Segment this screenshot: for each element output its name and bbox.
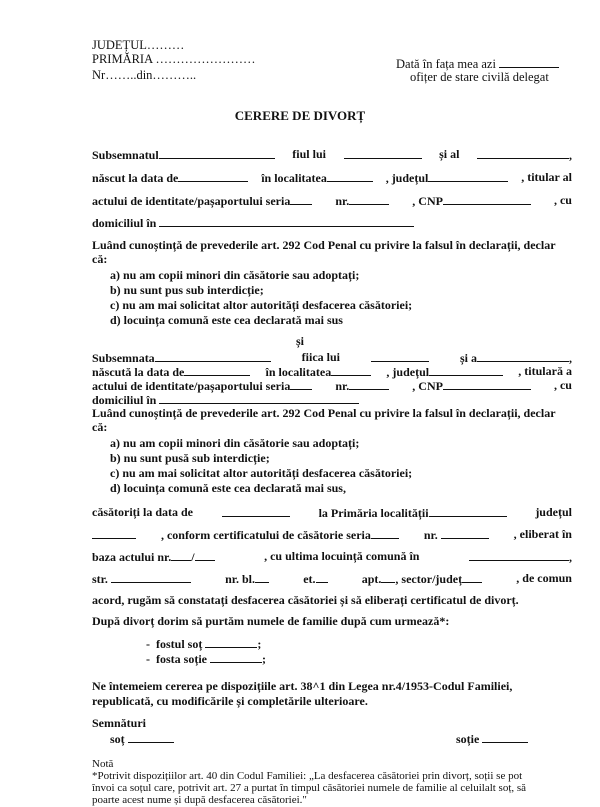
act-year-field[interactable] — [195, 549, 215, 561]
husband-county-field[interactable] — [428, 170, 508, 182]
wife-line-1: Subsemnata fiica lui și a , — [92, 350, 572, 365]
husband-signature-line: soț — [110, 731, 174, 746]
husband-birthplace-field[interactable] — [327, 170, 373, 182]
last-residence-field[interactable] — [469, 549, 569, 561]
wife-line-2: născută la data de în localitatea , județul , titulară a — [92, 364, 572, 379]
declaration-2-ca: că: — [92, 420, 108, 434]
declaration-2-intro: Luând cunoștință de prevederile art. 292 Cod Penal cu privire la falsul în declarații, declar — [92, 406, 556, 420]
marriage-locality-field[interactable] — [429, 505, 507, 517]
declaration-1-intro: Luând cunoștință de prevederile art. 292 Cod Penal cu privire la falsul în declarații, declar — [92, 238, 556, 252]
note-line-1: *Potrivit dispozițiilor art. 40 din Codul Familiei: „La desfacerea căsătoriei prin divorț, soții se pot — [92, 770, 523, 782]
declaration-1-item-d: d) locuința comună este cea declarată mai sus — [110, 313, 343, 327]
names-intro: După divorț dorim să purtăm numele de familie după cum urmează*: — [92, 614, 450, 628]
and-separator: și — [295, 334, 304, 348]
street-field[interactable] — [111, 571, 191, 583]
marriage-line-1: căsătoriți la data de la Primăria localității județul — [92, 505, 572, 520]
date-before-me-label: Dată în fața mea azi — [396, 56, 559, 71]
marriage-line-3: baza actului nr. / , cu ultima locuință comună în , — [92, 549, 572, 564]
act-number-field[interactable] — [171, 549, 191, 561]
certificate-series-field[interactable] — [371, 527, 399, 539]
former-wife-line: - fosta soție ; — [146, 652, 266, 666]
wife-id-series-field[interactable] — [290, 378, 312, 390]
signatures-label: Semnături — [92, 716, 146, 730]
marriage-line-4: str. nr. bl. et. apt. , sector/județ , de comun — [92, 571, 572, 586]
wife-county-field[interactable] — [429, 364, 503, 376]
certificate-number-field[interactable] — [441, 527, 489, 539]
husband-cnp-field[interactable] — [443, 193, 531, 205]
note-line-3: poarte acest nume și după desfacerea căsătoriei." — [92, 794, 307, 806]
marriage-date-field[interactable] — [222, 505, 290, 517]
legal-basis-line-1: Ne întemeiem cererea pe dispozițiile art. 38^1 din Legea nr.4/1953-Codul Familiei, — [92, 679, 513, 693]
husband-birthdate-field[interactable] — [178, 170, 248, 182]
declaration-1-item-a: a) nu am copii minori din căsătorie sau adoptați; — [110, 268, 360, 282]
note-line-2: învoi ca soțul care, potrivit art. 27 a purtat în timpul căsătoriei numele de familie al celuilalt soț, să — [92, 782, 527, 794]
wife-birthdate-field[interactable] — [184, 364, 250, 376]
marriage-county-field[interactable] — [92, 527, 136, 539]
husband-line-1: Subsemnatul fiul lui și al , — [92, 147, 572, 162]
former-husband-name-field[interactable] — [205, 636, 257, 648]
declaration-2-item-b: b) nu sunt pusă sub interdicție; — [110, 451, 270, 465]
wife-address-field[interactable] — [159, 392, 359, 404]
declaration-2-item-a: a) nu am copii minori din căsătorie sau adoptați; — [110, 436, 360, 450]
husband-signature-field[interactable] — [128, 731, 174, 743]
husband-name-field[interactable] — [159, 147, 275, 159]
wife-birthplace-field[interactable] — [331, 364, 371, 376]
legal-basis-line-2: republicată, cu modificările și completările ulterioare. — [92, 694, 368, 708]
wife-signature-line: soție — [456, 731, 528, 746]
wife-name-field[interactable] — [155, 350, 271, 362]
former-husband-line: - fostul soț ; — [146, 637, 262, 651]
marriage-line-5: acord, rugăm să constatați desfacerea căsătoriei și să eliberați certificatul de divorț. — [92, 593, 519, 607]
wife-father-field[interactable] — [371, 350, 429, 362]
wife-cnp-field[interactable] — [443, 378, 531, 390]
officer-label: ofițer de stare civilă delegat — [410, 70, 549, 84]
husband-line-3: actului de identitate/pașaportului seria nr. , CNP , cu — [92, 193, 572, 208]
document-title: CERERE DE DIVORȚ — [234, 108, 366, 123]
wife-signature-field[interactable] — [482, 731, 528, 743]
primaria-label: PRIMĂRIA …………………… — [92, 52, 256, 66]
nr-din-label: Nr……..din……….. — [92, 68, 197, 82]
husband-id-number-field[interactable] — [349, 193, 389, 205]
declaration-1-item-c: c) nu am mai solicitat altor autorități desfacerea căsătoriei; — [110, 298, 413, 312]
marriage-line-2: , conform certificatului de căsătorie seria nr. , eliberat în — [92, 527, 572, 542]
wife-line-4: domiciliul în — [92, 392, 359, 407]
declaration-1-item-b: b) nu sunt pus sub interdicție; — [110, 283, 264, 297]
wife-line-3: actului de identitate/pașaportului seria nr. , CNP , cu — [92, 378, 572, 393]
judet-label: JUDEȚUL……… — [92, 38, 185, 52]
former-wife-name-field[interactable] — [210, 651, 262, 663]
sector-field[interactable] — [462, 571, 482, 583]
husband-line-2: născut la data de în localitatea , județul , titular al — [92, 170, 572, 185]
declaration-2-item-d: d) locuința comună este cea declarată mai sus, — [110, 481, 346, 495]
note-label: Notă — [92, 758, 114, 770]
floor-field[interactable] — [316, 571, 328, 583]
date-field[interactable] — [499, 56, 559, 68]
declaration-2-item-c: c) nu am mai solicitat altor autorități desfacerea căsătoriei; — [110, 466, 413, 480]
declaration-1-ca: că: — [92, 252, 108, 266]
block-field[interactable] — [255, 571, 269, 583]
husband-address-field[interactable] — [159, 215, 414, 227]
wife-id-number-field[interactable] — [349, 378, 389, 390]
wife-mother-field[interactable] — [477, 350, 569, 362]
husband-id-series-field[interactable] — [290, 193, 312, 205]
husband-line-4: domiciliul în — [92, 215, 414, 230]
apartment-field[interactable] — [381, 571, 395, 583]
husband-father-field[interactable] — [344, 147, 422, 159]
husband-mother-field[interactable] — [477, 147, 569, 159]
